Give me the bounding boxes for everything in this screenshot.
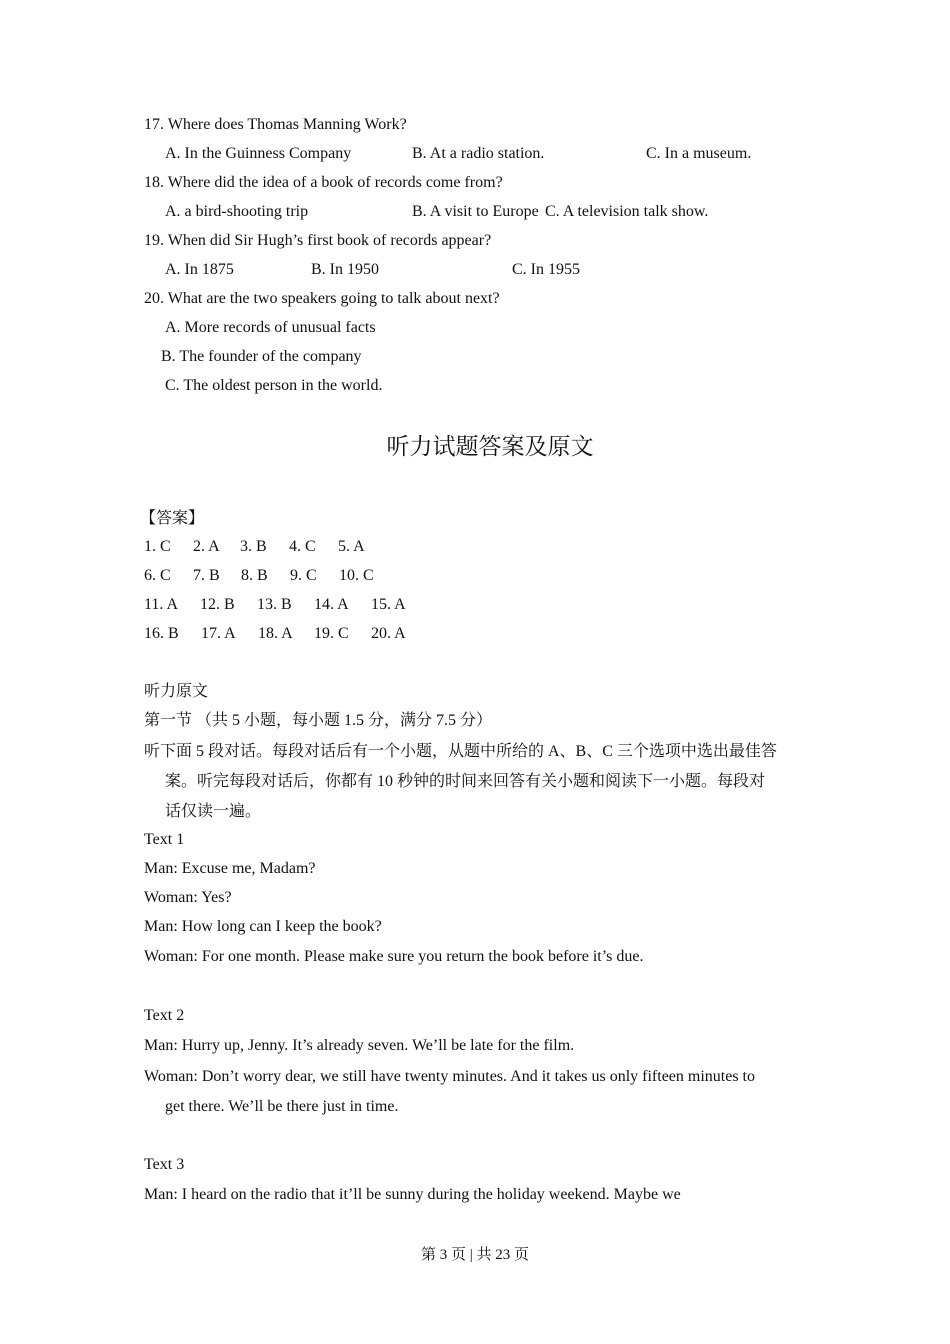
question-20: 20. What are the two speakers going to talk about next? bbox=[144, 290, 500, 307]
question-19: 19. When did Sir Hugh’s first book of records appear? bbox=[144, 232, 492, 249]
option: A. a bird-shooting trip bbox=[165, 203, 309, 220]
answer: 13. B bbox=[257, 596, 292, 613]
dialogue-line: get there. We’ll be there just in time. bbox=[165, 1098, 399, 1115]
answer: 15. A bbox=[371, 596, 406, 613]
answer: 5. A bbox=[338, 538, 365, 555]
instructions: 话仅读一遍。 bbox=[165, 803, 262, 820]
dialogue-line: Man: How long can I keep the book? bbox=[144, 918, 382, 935]
page-footer: 第 3 页 | 共 23 页 bbox=[420, 1247, 529, 1263]
answer: 16. B bbox=[144, 625, 179, 642]
option: A. In 1875 bbox=[165, 261, 234, 278]
answer: 2. A bbox=[193, 538, 220, 555]
answer: 11. A bbox=[144, 596, 179, 613]
answer: 9. C bbox=[290, 567, 317, 584]
dialogue-line: Man: Hurry up, Jenny. It’s already seven. We’ll be late for the film. bbox=[144, 1037, 575, 1054]
text-heading: Text 2 bbox=[144, 1007, 185, 1024]
text-heading: Text 1 bbox=[144, 831, 185, 848]
dialogue-line: Woman: For one month. Please make sure you return the book before it’s due. bbox=[144, 948, 644, 965]
answer: 7. B bbox=[193, 567, 220, 584]
dialogue-line: Woman: Don’t worry dear, we still have twenty minutes. And it takes us only fifteen minutes to bbox=[144, 1068, 755, 1085]
option: B. A visit to Europe bbox=[412, 203, 539, 220]
question-17: 17. Where does Thomas Manning Work? bbox=[144, 116, 407, 133]
answer: 18. A bbox=[258, 625, 293, 642]
answer: 14. A bbox=[314, 596, 349, 613]
option: A. In the Guinness Company bbox=[165, 145, 352, 162]
answer: 3. B bbox=[240, 538, 267, 555]
transcript-heading: 听力原文 bbox=[144, 683, 209, 700]
instructions: 案。听完每段对话后，你都有 10 秒钟的时间来回答有关小题和阅读下一小题。每段对 bbox=[165, 773, 766, 790]
section-title: 听力试题答案及原文 bbox=[386, 434, 594, 459]
option: C. In a museum. bbox=[646, 145, 752, 162]
part-heading: 第一节 （共 5 小题，每小题 1.5 分，满分 7.5 分） bbox=[144, 712, 493, 729]
option: B. At a radio station. bbox=[412, 145, 545, 162]
answer: 12. B bbox=[200, 596, 235, 613]
dialogue-line: Man: Excuse me, Madam? bbox=[144, 860, 316, 877]
text-heading: Text 3 bbox=[144, 1156, 185, 1173]
answer: 8. B bbox=[241, 567, 268, 584]
answer: 4. C bbox=[289, 538, 316, 555]
option: C. In 1955 bbox=[512, 261, 580, 278]
answer: 6. C bbox=[144, 567, 171, 584]
answer: 17. A bbox=[201, 625, 236, 642]
answer: 20. A bbox=[371, 625, 406, 642]
answer: 19. C bbox=[314, 625, 349, 642]
dialogue-line: Woman: Yes? bbox=[144, 889, 232, 906]
option: C. A television talk show. bbox=[545, 203, 709, 220]
instructions: 听下面 5 段对话。每段对话后有一个小题，从题中所给的 A、B、C 三个选项中选出最佳答 bbox=[144, 743, 777, 760]
option: B. In 1950 bbox=[311, 261, 379, 278]
answer: 1. C bbox=[144, 538, 171, 555]
option: C. The oldest person in the world. bbox=[165, 377, 383, 394]
question-18: 18. Where did the idea of a book of records come from? bbox=[144, 174, 503, 191]
answer: 10. C bbox=[339, 567, 374, 584]
option: B. The founder of the company bbox=[161, 348, 362, 365]
option: A. More records of unusual facts bbox=[165, 319, 376, 336]
answers-heading: 【答案】 bbox=[140, 510, 205, 527]
dialogue-line: Man: I heard on the radio that it’ll be sunny during the holiday weekend. Maybe we bbox=[144, 1186, 681, 1203]
